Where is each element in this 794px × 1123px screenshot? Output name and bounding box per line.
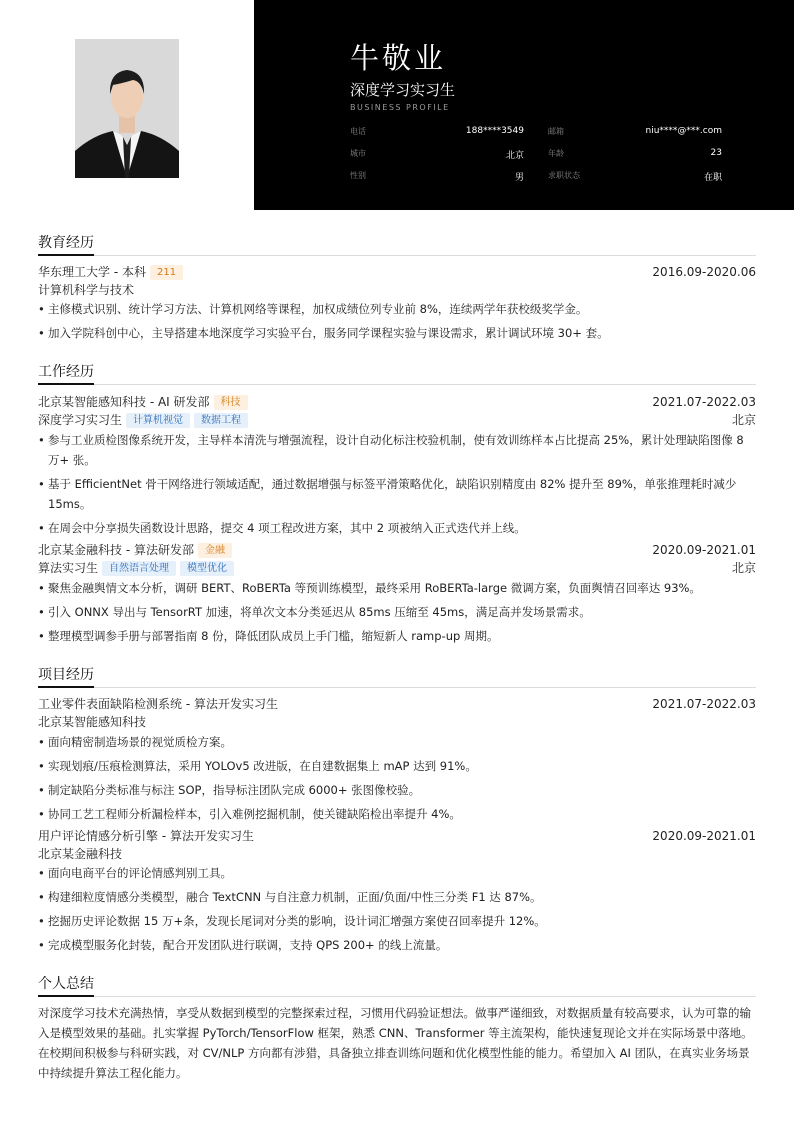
- info-gender: [350, 170, 524, 182]
- project-name: 工业零件表面缺陷检测系统 - 算法开发实习生: [38, 697, 278, 711]
- profile-subtitle: BUSINESS PROFILE: [350, 103, 450, 112]
- list-item: • 构建细粒度情感分类模型，融合 TextCNN 与自注意力机制，正面/负面/中性三分类 F1 达 87%。: [38, 887, 756, 907]
- list-item: • 制定缺陷分类标准与标注 SOP，指导标注团队完成 6000+ 张图像校验。: [38, 780, 756, 800]
- project-org: 北京某智能感知科技: [38, 715, 147, 729]
- industry-tag: 金融: [198, 543, 232, 558]
- major: 计算机科学与技术: [38, 283, 135, 297]
- job-position-row: [38, 559, 756, 577]
- info-value: niu****@***.com: [645, 126, 722, 136]
- section-title: 个人总结: [38, 976, 94, 992]
- list-item: • 引入 ONNX 导出与 TensorRT 加速，将单次文本分类延迟从 85ms 压缩至 45ms，满足高并发场景需求。: [38, 602, 756, 622]
- section-divider: [38, 686, 756, 688]
- section-title: 项目经历: [38, 667, 94, 683]
- project-header: [38, 695, 756, 713]
- position: 深度学习实习生: [38, 413, 123, 427]
- info-value: 188****3549: [465, 126, 524, 136]
- profile-photo: [75, 39, 179, 178]
- info-label: 邮箱: [548, 127, 564, 136]
- job-location: 北京: [731, 413, 756, 427]
- work-section: [38, 362, 756, 643]
- skill-tag: 计算机视觉: [126, 413, 190, 428]
- section-divider: [38, 995, 756, 997]
- list-item: • 参与工业质检图像系统开发，主导样本清洗与增强流程，设计自动化标注校验机制，使有效训练样本占比提高 25%，累计处理缺陷图像 8 万+ 张。: [38, 430, 756, 470]
- list-item: • 基于 EfficientNet 骨干网络进行领域适配，通过数据增强与标签平滑策略优化，缺陷识别精度由 82% 提升至 89%，单张推理耗时减少 15ms。: [38, 474, 756, 514]
- info-age: [548, 148, 722, 160]
- company-name: 北京某金融科技 - 算法研发部: [38, 543, 194, 557]
- school-name: 华东理工大学 - 本科: [38, 265, 146, 279]
- project-name: 用户评论情感分析引擎 - 算法开发实习生: [38, 829, 254, 843]
- info-value: 在职: [703, 173, 722, 183]
- list-item: • 在周会中分享损失函数设计思路，提交 4 项工程改进方案，其中 2 项被纳入正式迭代并上线。: [38, 518, 756, 538]
- education-major: [38, 281, 756, 299]
- projects-section: [38, 665, 756, 952]
- info-email: [548, 126, 722, 138]
- skill-tag: 数据工程: [194, 413, 248, 428]
- info-value: 23: [710, 148, 722, 158]
- education-section: [38, 233, 756, 340]
- job-position-row: [38, 411, 756, 429]
- school-tag: 211: [150, 265, 183, 280]
- section-title: 工作经历: [38, 364, 94, 380]
- list-item: • 加入学院科创中心，主导搭建本地深度学习实验平台，服务同学课程实验与课设需求，累计调试环境 30+ 套。: [38, 323, 756, 343]
- project-date: 2020.09-2021.01: [652, 829, 756, 843]
- project-org-row: [38, 713, 756, 731]
- info-label: 城市: [350, 149, 366, 158]
- skill-tag: 自然语言处理: [102, 561, 176, 576]
- section-divider: [38, 254, 756, 256]
- info-phone: [350, 126, 524, 138]
- education-date: 2016.09-2020.06: [652, 265, 756, 279]
- job-header: [38, 393, 756, 411]
- list-item: • 聚焦金融舆情文本分析，调研 BERT、RoBERTa 等预训练模型，最终采用 RoBERTa-large 微调方案，负面舆情召回率达 93%。: [38, 578, 756, 598]
- info-value: 男: [514, 173, 524, 183]
- skill-tag: 模型优化: [180, 561, 234, 576]
- industry-tag: 科技: [214, 395, 248, 410]
- candidate-name: 牛敬业: [350, 41, 447, 75]
- project-org-row: [38, 845, 756, 863]
- company-name: 北京某智能感知科技 - AI 研发部: [38, 395, 210, 409]
- summary-section: [38, 974, 756, 1080]
- project-org: 北京某金融科技: [38, 847, 123, 861]
- project-header: [38, 827, 756, 845]
- list-item: • 协同工艺工程师分析漏检样本，引入难例挖掘机制，使关键缺陷检出率提升 4%。: [38, 804, 756, 824]
- info-label: 年龄: [548, 149, 564, 158]
- info-label: 电话: [350, 127, 366, 136]
- project-date: 2021.07-2022.03: [652, 697, 756, 711]
- position: 算法实习生: [38, 561, 99, 575]
- job-location: 北京: [731, 561, 756, 575]
- section-title: 教育经历: [38, 235, 94, 251]
- info-label: 性别: [350, 171, 366, 180]
- list-item: • 主修模式识别、统计学习方法、计算机网络等课程，加权成绩位列专业前 8%，连续两学年获校级奖学金。: [38, 299, 756, 319]
- info-city: [350, 148, 524, 160]
- job-date: 2020.09-2021.01: [652, 543, 756, 557]
- job-header: [38, 541, 756, 559]
- list-item: • 面向电商平台的评论情感判别工具。: [38, 863, 756, 883]
- info-value: 北京: [505, 151, 524, 161]
- education-header: [38, 263, 756, 281]
- job-date: 2021.07-2022.03: [652, 395, 756, 409]
- header-panel: [254, 0, 794, 210]
- summary-text: 对深度学习技术充满热情，享受从数据到模型的完整探索过程，习惯用代码验证想法。做事严谨细致，对数据质量有较高要求，认为可靠的输入是模型效果的基础。扎实掌握 PyTorch/TensorFlow 框架，熟悉 CNN、Transformer 等主流架构，能快速复现论文并在实际场景中落地。在校期间积极参与科研实践，对 CV/NLP 方向都有涉猎，具备独立排查训练问题和优化模型性能的能力。希望加入 AI 团队，在真实业务场景中持续提升算法工程化能力。: [38, 1006, 753, 1080]
- list-item: • 面向精密制造场景的视觉质检方案。: [38, 732, 756, 752]
- info-label: 求职状态: [548, 171, 580, 180]
- info-status: [548, 170, 722, 182]
- list-item: • 实现划痕/压痕检测算法，采用 YOLOv5 改进版，在自建数据集上 mAP 达到 91%。: [38, 756, 756, 776]
- list-item: • 整理模型调参手册与部署指南 8 份，降低团队成员上手门槛，缩短新人 ramp-up 周期。: [38, 626, 756, 646]
- job-title: 深度学习实习生: [350, 81, 456, 99]
- list-item: • 挖掘历史评论数据 15 万+条，发现长尾词对分类的影响，设计词汇增强方案使召回率提升 12%。: [38, 911, 756, 931]
- list-item: • 完成模型服务化封装，配合开发团队进行联调，支持 QPS 200+ 的线上流量。: [38, 935, 756, 955]
- section-divider: [38, 383, 756, 385]
